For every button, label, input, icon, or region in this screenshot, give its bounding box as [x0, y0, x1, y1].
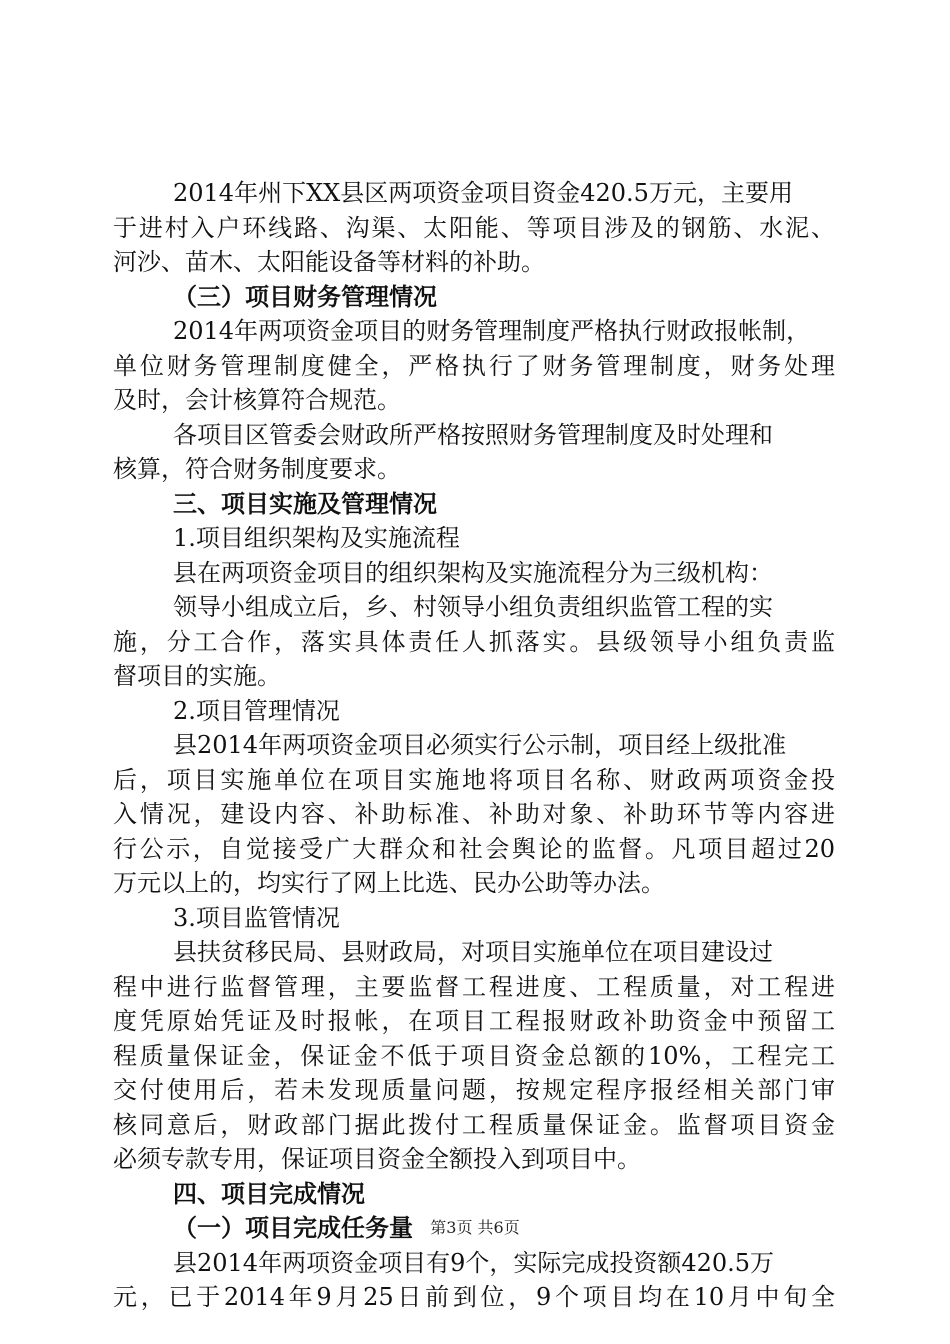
- paragraph-line: 1.项目组织架构及实施流程: [173, 524, 460, 552]
- paragraph-line: 2014年两项资金项目的财务管理制度严格执行财政报帐制，: [173, 317, 811, 345]
- paragraph-line: 县2014年两项资金项目有9个，实际完成投资额420.5万: [173, 1248, 775, 1277]
- paragraph-line: 交付使用后，若未发现质量问题，按规定程序报经相关部门审: [113, 1076, 835, 1104]
- paragraph-line: 2.项目管理情况: [173, 696, 340, 725]
- paragraph-line: 及时，会计核算符合规范。: [113, 386, 401, 414]
- paragraph-line: 程中进行监督管理，主要监督工程进度、工程质量，对工程进: [113, 972, 835, 1001]
- paragraph-line: 后，项目实施单位在项目实施地将项目名称、财政两项资金投: [113, 765, 835, 794]
- page-footer: 第3页 共6页: [430, 1218, 520, 1237]
- paragraph-line: 3.项目监管情况: [173, 903, 340, 932]
- paragraph-line: 程质量保证金，保证金不低于项目资金总额的10%，工程完工: [113, 1041, 835, 1070]
- paragraph-line: 各项目区管委会财政所严格按照财务管理制度及时处理和: [173, 420, 773, 449]
- paragraph-line: 督项目的实施。: [113, 662, 281, 690]
- section-heading: 四、项目完成情况: [173, 1179, 365, 1208]
- paragraph-line: 行公示，自觉接受广大群众和社会舆论的监督。凡项目超过20: [113, 834, 835, 863]
- paragraph-line: 施，分工合作，落实具体责任人抓落实。县级领导小组负责监: [113, 627, 835, 656]
- paragraph-line: 元，已于2014年9月25日前到位，9个项目均在10月中旬全: [113, 1283, 835, 1311]
- paragraph-line: 河沙、苗木、太阳能设备等材料的补助。: [113, 248, 545, 276]
- paragraph-line: 入情况，建设内容、补助标准、补助对象、补助环节等内容进: [113, 800, 835, 828]
- paragraph-line: 核同意后，财政部门据此拨付工程质量保证金。监督项目资金: [113, 1110, 835, 1139]
- paragraph-line: 于进村入户环线路、沟渠、太阳能、等项目涉及的钢筋、水泥、: [113, 213, 835, 242]
- paragraph-line: 2014年州下XX县区两项资金项目资金420.5万元，主要用: [173, 179, 793, 207]
- paragraph-line: 核算，符合财务制度要求。: [113, 455, 401, 483]
- section-heading: （一）项目完成任务量: [173, 1214, 413, 1242]
- section-heading: （三）项目财务管理情况: [173, 282, 437, 311]
- paragraph-line: 单位财务管理制度健全，严格执行了财务管理制度，财务处理: [113, 351, 835, 380]
- document-body: [113, 176, 835, 1315]
- paragraph-line: 领导小组成立后，乡、村领导小组负责组织监管工程的实: [173, 593, 773, 621]
- paragraph-line: 县2014年两项资金项目必须实行公示制，项目经上级批准: [173, 731, 787, 759]
- paragraph-line: 万元以上的，均实行了网上比选、民办公助等办法。: [113, 869, 665, 897]
- paragraph-line: 度凭原始凭证及时报帐，在项目工程报财政补助资金中预留工: [113, 1007, 835, 1035]
- paragraph-line: 县扶贫移民局、县财政局，对项目实施单位在项目建设过: [173, 938, 773, 966]
- paragraph-line: 必须专款专用，保证项目资金全额投入到项目中。: [113, 1145, 641, 1173]
- section-heading: 三、项目实施及管理情况: [173, 489, 437, 518]
- paragraph-line: 县在两项资金项目的组织架构及实施流程分为三级机构：: [173, 558, 773, 587]
